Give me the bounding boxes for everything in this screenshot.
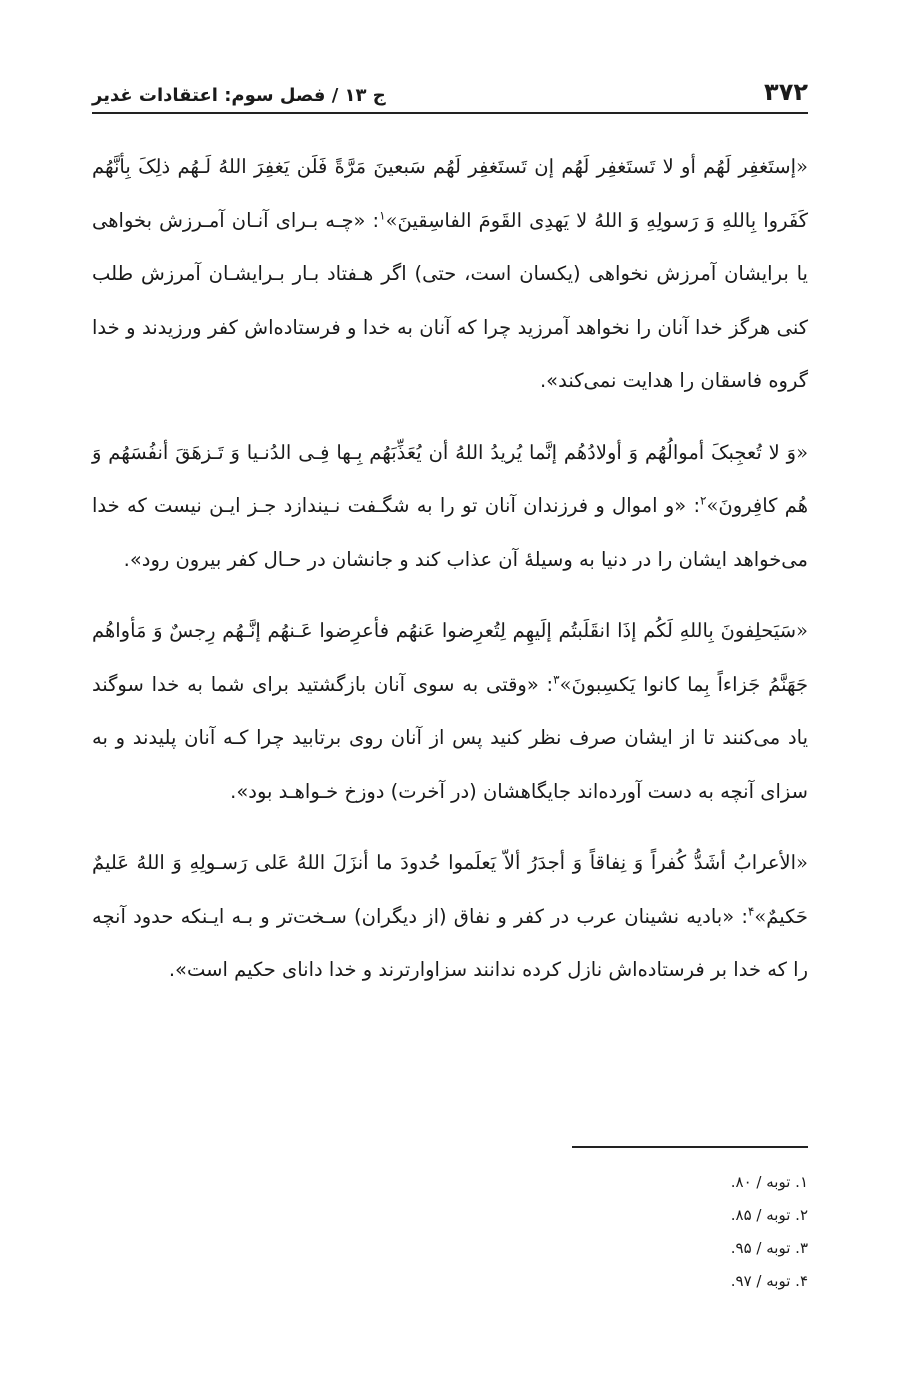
quran-verse: «إستَغفِر لَهُم أو لا تَستَغفِر لَهُم إن تَستَغفِر لَهُم سَبعینَ مَرَّةً فَلَن یَغفِرَ اللهُ لَـهُم ذلِکَ بِأنَّهُم کَفَروا بِاللهِ وَ رَسولِهِ وَ اللهُ لا یَهدِی القَومَ الفاسِقینَ»	[92, 155, 808, 232]
quran-verse: «سَیَحلِفونَ بِاللهِ لَکُم إذَا انقَلَبتُم إلَیهِم لِتُعرِضوا عَنهُم فأعرِضوا عَـنهُم إنَّـهُم رِجسٌ وَ مَأواهُم جَهَنَّمُ جَزاءاً بِما کانوا یَکسِبونَ»	[92, 619, 808, 696]
main-text	[92, 140, 808, 1015]
footnote-1: ۱. توبه / ۸۰.	[730, 1173, 808, 1191]
footnote-ref: ۲	[700, 493, 707, 508]
page-number: ۳۷۲	[764, 78, 808, 106]
footnote-ref: ۱	[379, 208, 386, 222]
verse-translation: : «بادیه نشینان عرب در کفر و نفاق (از دیگران) سـخت‌تر و بـه ایـنکه حدود آنچه را که خدا بر فرستاده‌اش نازل کرده ندانند سزاوارترند و خدا دانای حکیم است».	[92, 904, 808, 981]
paragraph-2	[92, 426, 808, 587]
page-header	[92, 70, 808, 114]
footnotes	[408, 1166, 808, 1298]
verse-translation: : «و اموال و فرزندان آنان تو را به شگـفت نـیندازد جـز ایـن نیست که خدا می‌خواهد ایشان را در دنیا به وسیلهٔ آن عذاب کند و جانشان در حـال کفر بیرون رود».	[92, 494, 808, 571]
footnote-ref: ۴	[747, 904, 755, 918]
quran-verse: «وَ لا تُعجِبکَ أموالُهُم وَ أولادُهُم إنَّما یُریدُ اللهُ أن یُعَذِّبَهُم بِـها فِـی الدُنـیا وَ تَـزهَقَ أنفُسَهُم وَ هُم کافِرونَ»	[92, 440, 808, 517]
footnote-2: ۲. توبه / ۸۵.	[730, 1206, 808, 1224]
running-title: ج ۱۳ / فصل سوم: اعتقادات غدیر	[92, 85, 386, 106]
quran-verse: «الأعرابُ أشَدُّ کُفراً وَ نِفاقاً وَ أجدَرُ ألاّ یَعلَموا حُدودَ ما أنزَلَ اللهُ عَلی رَسـولِهِ وَ اللهُ عَلیمٌ حَکیمٌ»	[92, 851, 808, 928]
footnote-4: ۴. توبه / ۹۷.	[730, 1272, 808, 1290]
footnote-3: ۳. توبه / ۹۵.	[730, 1239, 808, 1257]
paragraph-3	[92, 604, 808, 818]
paragraph-4	[92, 836, 808, 997]
verse-translation: : «چـه بـرای آنـان آمـرزش بخواهی یا برایشان آمرزش نخواهی (یکسان است، حتی) اگر هـفتاد بـار بـرایشـان آمرزش طلب کنی هرگز خدا آنان را نخواهد آمرزید چرا که آنان به خدا و فرستاده‌اش کفر ورزیدند و خدا گروه فاسقان را هدایت نمی‌کند».	[92, 208, 808, 392]
footnote-divider	[572, 1146, 808, 1148]
paragraph-1	[92, 140, 808, 408]
verse-translation: : «وقتی به سوی آنان بازگشتید برای شما به خدا سوگند یاد می‌کنند تا از ایشان صرف نظر کنید پس از آنان روی برتابید چرا کـه آنان پلیدند و به سزای آنچه به دست آورده‌اند جایگاهشان (در آخرت) دوزخ خـواهـد بود».	[92, 672, 808, 803]
footnote-ref: ۳	[553, 672, 560, 686]
